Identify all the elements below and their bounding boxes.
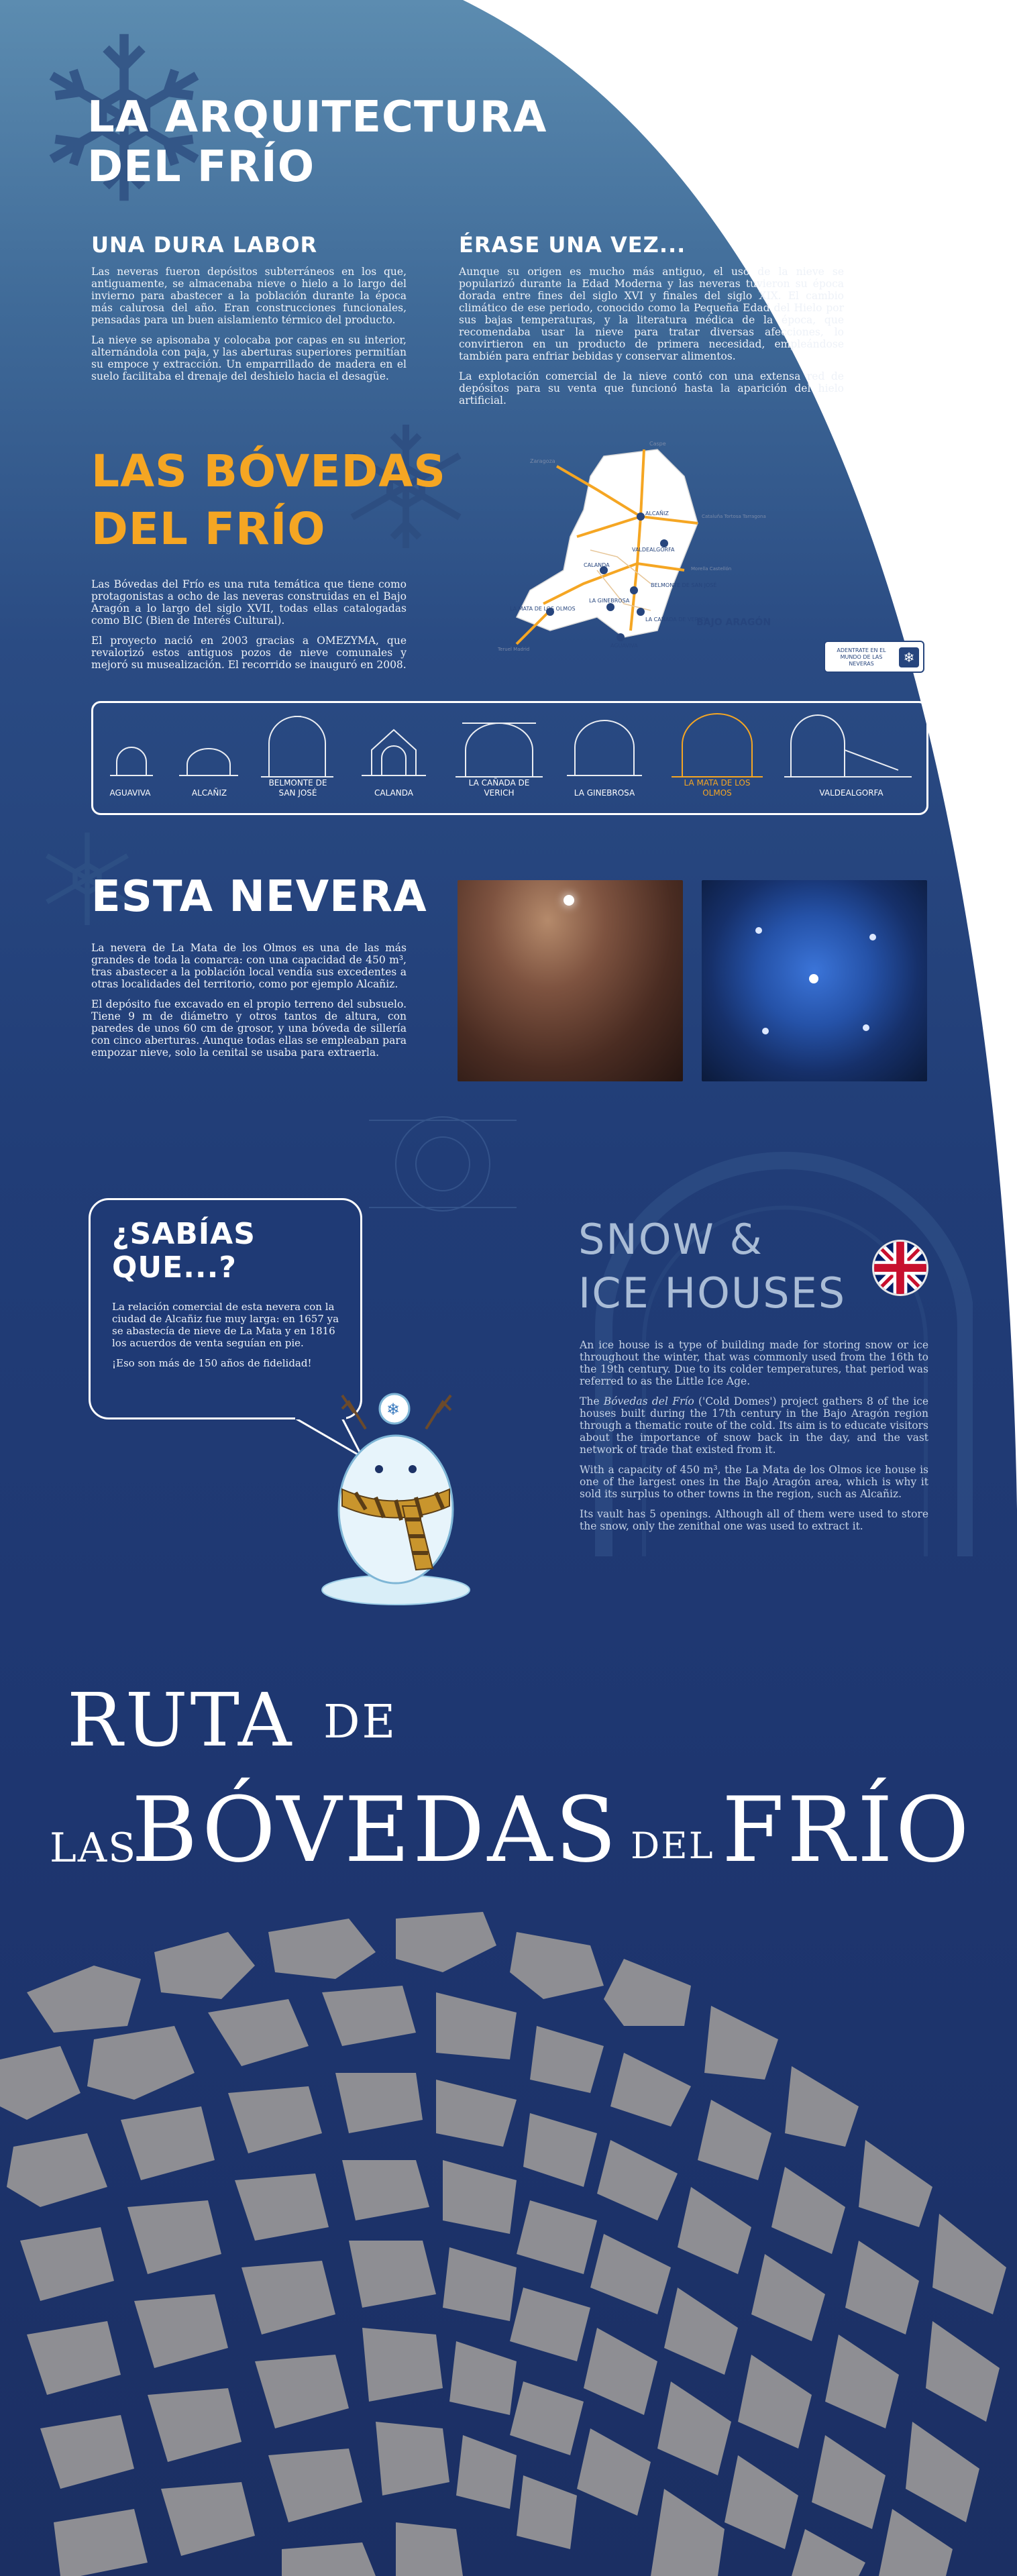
english-paragraph-1: An ice house is a type of building made for storing snow or ice throughout the winter, that was commonly used from the 16th to the 19th century. Due to its colder temperatures, that period was referred to as the Little Ice Age. bbox=[580, 1339, 928, 1387]
bovedas-section bbox=[91, 578, 407, 679]
erase-section bbox=[459, 232, 844, 415]
dome-label-calanda: CALANDA bbox=[374, 788, 413, 798]
erase-paragraph-2: La explotación comercial de la nieve contó con una extensa red de depósitos para su venta que funcionó hasta la aparición del hielo artificial. bbox=[459, 370, 844, 407]
bovedas-title-line2: DEL FRÍO bbox=[91, 503, 326, 555]
map-nearby-morella: Morella Castellón bbox=[691, 566, 732, 572]
map-label-calanda: CALANDA bbox=[584, 562, 610, 568]
sabias-title bbox=[112, 1218, 256, 1285]
main-title-line2: DEL FRÍO bbox=[87, 142, 315, 192]
neveras-badge bbox=[824, 641, 924, 673]
dome-label-canada: LA CAÑADA DE VERICH bbox=[468, 778, 530, 798]
uk-flag-icon bbox=[872, 1240, 928, 1296]
english-paragraph-4: Its vault has 5 openings. Although all of them were used to store the snow, only the zenithal one was used to extract it. bbox=[580, 1508, 928, 1532]
map-nearby-zaragoza: Zaragoza bbox=[530, 458, 555, 464]
labor-heading: UNA DURA LABOR bbox=[91, 232, 318, 258]
english-title-line2: ICE HOUSES bbox=[578, 1269, 847, 1318]
map-label-valdealgorfa: VALDEALGORFA bbox=[632, 547, 675, 553]
sabias-paragraph-1: La relación comercial de esta nevera con la ciudad de Alcañiz fue muy larga: en 1657 ya se abastecía de nieve de La Mata y en 1816 los acuerdos de venta seguían en pie. bbox=[112, 1301, 339, 1349]
english-paragraph-2 bbox=[580, 1395, 928, 1456]
dome-opening-center bbox=[809, 974, 818, 983]
sabias-text bbox=[112, 1301, 340, 1377]
english-section bbox=[580, 1339, 928, 1540]
map-label-mata: LA MATA DE LOS OLMOS bbox=[510, 606, 576, 612]
sabias-paragraph-2: ¡Eso son más de 150 años de fidelidad! bbox=[112, 1357, 312, 1369]
dome-label-ginebrosa: LA GINEBROSA bbox=[574, 788, 635, 798]
dome-opening-2 bbox=[869, 934, 876, 941]
map-label-belmonte: BELMONTE DE SAN JOSÉ bbox=[651, 582, 717, 588]
dome-label-valdealgorfa: VALDEALGORFA bbox=[819, 788, 884, 798]
dome-label-mata: LA MATA DE LOS OLMOS bbox=[684, 778, 751, 798]
dome-opening-3 bbox=[762, 1028, 769, 1034]
main-title bbox=[87, 93, 547, 192]
sabias-title-line2: QUE...? bbox=[112, 1250, 237, 1285]
bovedas-paragraph-2: El proyecto nació en 2003 gracias a OMEZYMA, que revalorizó estos antiguos pozos de nieve comunales y mejoró su musealización. El recorrido se inauguró en 2008. bbox=[91, 635, 407, 671]
stone-pavement-graphic bbox=[0, 1905, 1017, 2576]
map-region-label: BAJO ARAGÓN bbox=[696, 617, 771, 628]
english-p2-pre: The bbox=[580, 1395, 604, 1407]
mascot-snowflake-icon: ❄ bbox=[386, 1400, 400, 1419]
bovedas-title bbox=[91, 443, 446, 558]
main-title-line1: LA ARQUITECTURA bbox=[87, 93, 547, 142]
domes-strip bbox=[91, 701, 928, 815]
nevera-paragraph-1: La nevera de La Mata de los Olmos es una de las más grandes de toda la comarca: con una capacidad de 450 m³, tras abastecer a la población local vendía sus excedentes a otras localidades del territorio, como por ejemplo Alcañiz. bbox=[91, 942, 407, 990]
neveras-badge-label: ADENTRATE EN EL MUNDO DE LAS NEVERAS bbox=[837, 647, 886, 667]
map-label-canada: LA CAÑADA DE VERICH bbox=[645, 616, 708, 623]
badge-snowflake-icon: ❄ bbox=[899, 647, 919, 667]
map-nearby-teruel: Teruel Madrid bbox=[498, 647, 530, 652]
bovedas-paragraph-1: Las Bóvedas del Frío es una ruta temática que tiene como protagonistas a ocho de las neveras construidas en el Bajo Aragón a lo largo del siglo XVII, todas ellas catalogadas como BIC (Bien de Interés Cultural). bbox=[91, 578, 407, 627]
route-map bbox=[490, 436, 778, 664]
mascot-snow-creature bbox=[302, 1368, 490, 1610]
map-label-alcaniz: ALCAÑIZ bbox=[645, 511, 669, 517]
map-label-aguaviva: AGUAVIVA bbox=[610, 643, 638, 649]
labor-section bbox=[91, 232, 407, 390]
english-title-line1: SNOW & bbox=[578, 1215, 763, 1264]
sabias-title-line1: ¿SABÍAS bbox=[112, 1217, 256, 1251]
dome-opening-4 bbox=[863, 1024, 869, 1031]
dome-label-aguaviva: AGUAVIVA bbox=[109, 788, 151, 798]
route-word-bovedas: BÓVEDAS bbox=[131, 1778, 620, 1882]
erase-paragraph-1: Aunque su origen es mucho más antiguo, el uso de la nieve se popularizó durante la Edad Moderna y las neveras tuvieron su época dorada entre fines del siglo XVI y finales del siglo XIX. El cambio climático de ese periodo, conocido como la Pequeña Edad del Hielo por sus bajas temperaturas, y la literatura médica de la época, que recomendaba usar la nieve para tratar diversas afecciones, lo convirtieron en un producto de primera necesidad, empleándose también para enfriar bebidas y conservar alimentos. bbox=[459, 266, 844, 362]
nevera-title: ESTA NEVERA bbox=[91, 872, 427, 922]
english-title bbox=[578, 1213, 846, 1320]
english-p2-italic: Bóvedas del Frío bbox=[603, 1395, 694, 1407]
map-nearby-caspe: Caspe bbox=[649, 441, 666, 447]
light-opening bbox=[564, 895, 574, 906]
nevera-dome-photo bbox=[702, 880, 927, 1081]
route-word-frio: FRÍO bbox=[722, 1778, 972, 1882]
dome-label-belmonte: BELMONTE DE SAN JOSÉ bbox=[268, 778, 327, 798]
labor-paragraph-1: Las neveras fueron depósitos subterráneos en los que, antiguamente, se almacenaba nieve o hielo a lo largo del invierno para abastecer a la población durante la época más calurosa del año. Eran construcciones funcionales, pensadas para un buen aislamiento térmico del producto. bbox=[91, 266, 407, 326]
dome-label-alcaniz: ALCAÑIZ bbox=[191, 788, 227, 798]
english-p2-post: ('Cold Domes') project gathers 8 of the ice houses built during the 17th century in the Bajo Aragón region through a thematic route of the cold. Its aim is to educate visitors about the importance of snow back in the day, and the vast network of trade that existed from it. bbox=[580, 1395, 929, 1456]
english-paragraph-3: With a capacity of 450 m³, the La Mata de los Olmos ice house is one of the largest ones in the Bajo Aragón area, which is why it sold its surplus to other towns in the region, such as Alcañiz. bbox=[580, 1464, 928, 1500]
route-word-las: LAS bbox=[50, 1825, 138, 1872]
nevera-interior-photo bbox=[458, 880, 683, 1081]
erase-heading: ÉRASE UNA VEZ... bbox=[459, 232, 686, 258]
map-nearby-cataluna: Cataluña Tortosa Tarragona bbox=[702, 514, 766, 519]
route-word-de: DE bbox=[323, 1696, 398, 1749]
route-word-ruta: RUTA bbox=[67, 1677, 295, 1763]
nevera-section bbox=[91, 942, 407, 1067]
dome-opening-1 bbox=[755, 927, 762, 934]
map-label-ginebrosa: LA GINEBROSA bbox=[589, 598, 630, 604]
nevera-paragraph-2: El depósito fue excavado en el propio terreno del subsuelo. Tiene 9 m de diámetro y otros tantos de altura, con paredes de unos 60 cm de grosor, y una bóveda de sillería con cinco aberturas. Aunque todas ellas se empleaban para empozar nieve, solo la cenital se usaba para extraerla. bbox=[91, 998, 407, 1059]
bovedas-title-line1: LAS BÓVEDAS bbox=[91, 445, 446, 497]
labor-paragraph-2: La nieve se apisonaba y colocaba por capas en su interior, alternándola con paja, y las aberturas superiores permitían su empoce y extracción. Un emparrillado de madera en el suelo facilitaba el drenaje del deshielo hacia el desagüe. bbox=[91, 334, 407, 382]
route-word-del: DEL bbox=[631, 1825, 714, 1867]
map-graphic bbox=[490, 436, 778, 664]
